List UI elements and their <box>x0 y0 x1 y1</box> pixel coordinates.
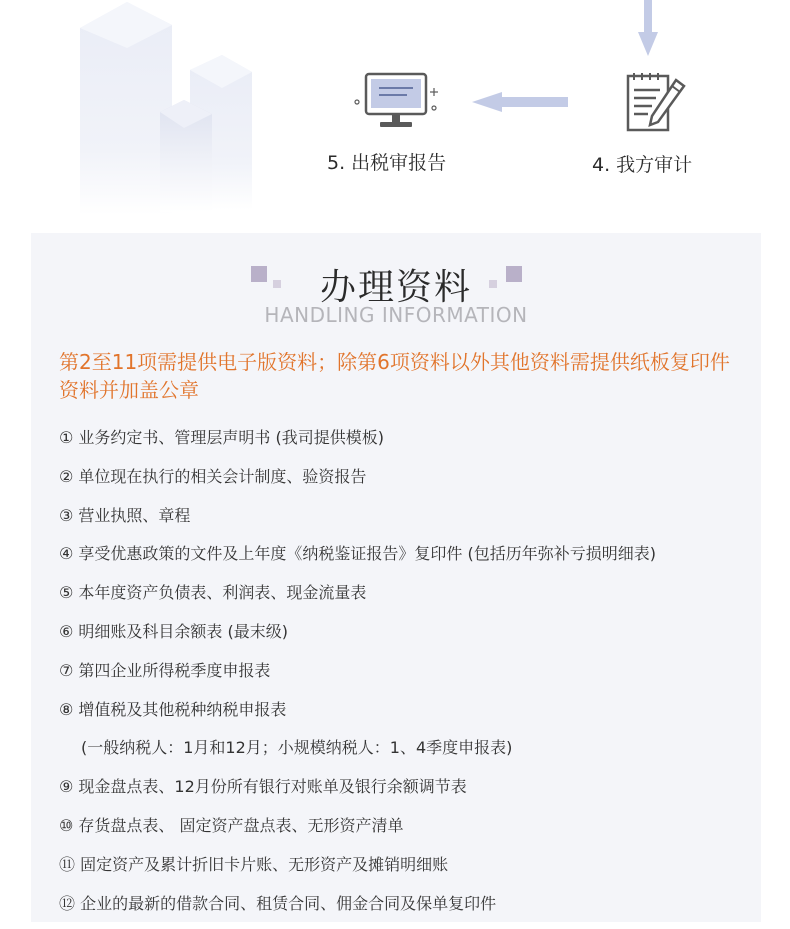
list-item: ② 单位现在执行的相关会计制度、验资报告 <box>59 466 367 486</box>
list-item: ⑩ 存货盘点表、 固定资产盘点表、无形资产清单 <box>59 815 404 835</box>
list-item: ⑫ 企业的最新的借款合同、租赁合同、佣金合同及保单复印件 <box>59 893 497 913</box>
list-item: ⑧ 增值税及其他税种纳税申报表 <box>59 699 287 719</box>
list-item-note: (一般纳税人：1月和12月；小规模纳税人：1、4季度申报表) <box>81 738 513 758</box>
monitor-icon <box>352 70 444 132</box>
requirements-note: 第2至11项需提供电子版资料；除第6项资料以外其他资料需提供纸板复印件资料并加盖公章 <box>59 350 730 402</box>
document-list <box>59 425 759 929</box>
building-illustration <box>72 0 262 215</box>
section-header <box>31 255 761 335</box>
step-4-label: 4. 我方审计 <box>592 154 693 176</box>
arrow-left-icon <box>472 92 568 112</box>
arrow-down-icon <box>638 0 658 58</box>
handling-information-panel <box>31 233 761 922</box>
list-item: ④ 享受优惠政策的文件及上年度《纳税鉴证报告》复印件 (包括历年弥补亏损明细表) <box>59 544 657 564</box>
list-item: ⑦ 第四企业所得税季度申报表 <box>59 660 271 680</box>
document-pencil-icon <box>622 70 688 134</box>
step-5-label: 5. 出税审报告 <box>327 152 447 174</box>
list-item: ⑤ 本年度资产负债表、利润表、现金流量表 <box>59 583 367 603</box>
list-item: ⑥ 明细账及科目余额表 (最末级) <box>59 621 289 641</box>
section-title: 办理资料 <box>319 267 472 308</box>
section-subtitle: HANDLING INFORMATION <box>264 303 528 327</box>
list-item: ⑨ 现金盘点表、12月份所有银行对账单及银行余额调节表 <box>59 777 467 797</box>
list-item: ③ 营业执照、章程 <box>59 505 191 525</box>
process-flow <box>0 0 790 233</box>
list-item: ① 业务约定书、管理层声明书 (我司提供模板) <box>59 428 385 447</box>
list-item: ⑪ 固定资产及累计折旧卡片账、无形资产及摊销明细账 <box>59 854 449 874</box>
